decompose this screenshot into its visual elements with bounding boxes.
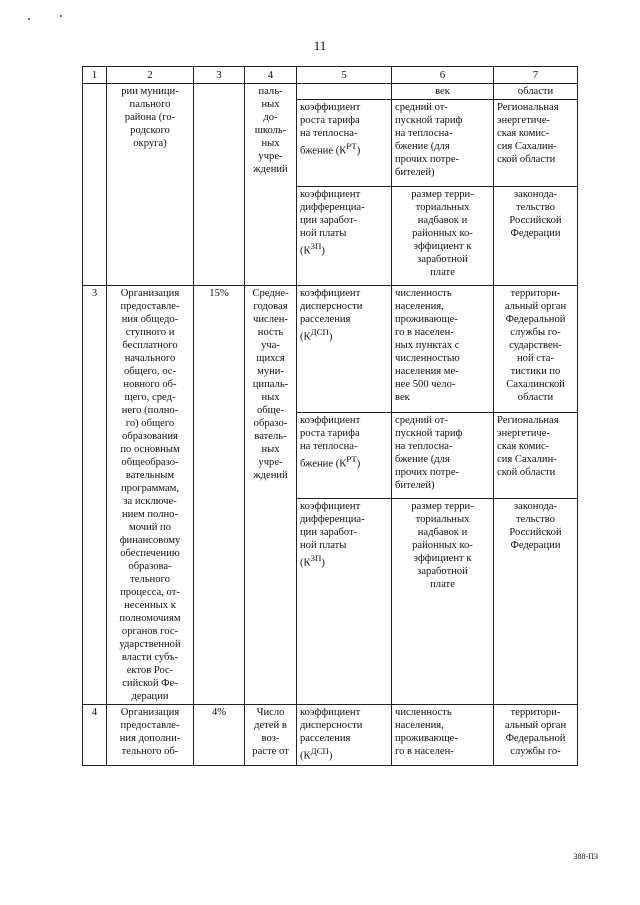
document-code: 388-ПЗ [573, 852, 598, 861]
source-data-cell: средний от- пускной тариф на теплосна- бжение (для прочих потре- бителей) [392, 413, 494, 499]
weight-cell [194, 84, 245, 286]
column-number: 3 [194, 67, 245, 84]
coefficient-cell [297, 84, 392, 100]
indicator-cell: Число детей в воз- расте от [245, 705, 297, 766]
data-provider-cell: Региональная энергетиче- ская комис- сия Сахалин- ской области [494, 413, 578, 499]
data-provider-cell: территори- альный орган Федеральной службы го- [494, 705, 578, 766]
data-provider-cell: законода- тельство Российской Федерации [494, 499, 578, 705]
row-number-cell: 3 [83, 286, 107, 705]
data-provider-cell: области [494, 84, 578, 100]
function-cell: Организация предоставле- ния общедо- ступного и бесплатного начального общего, ос- новного об- щего, сред- него (полно- го) общего образования по основным общеобразо- вательным программам, за исключе- нием полно- мочий по финансовому обеспечению образова- тельного процесса, от- несенных к полномочиям органов гос- ударственной власти субъ- ектов Рос- сийской Фе- дерации [107, 286, 194, 705]
source-data-cell: численность населения, проживающе- го в населен- ных пунктах с численностью населения ме- нее 500 чело- век [392, 286, 494, 413]
data-provider-cell: законода- тельство Российской Федерации [494, 187, 578, 286]
source-data-cell: размер терри- ториальных надбавок и районных ко- эффициент к заработной плате [392, 499, 494, 705]
weight-cell: 15% [194, 286, 245, 705]
indicator-cell: Средне- годовая числен- ность уча- щихся муни- ципаль- ных обще- образо- ватель- ных учре- ждений [245, 286, 297, 705]
data-provider-cell: территори- альный орган Федеральной службы го- сударствен- ной ста- тистики по Сахалинской области [494, 286, 578, 413]
coefficient-cell: коэффициент дифференциа- ции заработ- ной платы $(К^{ЗП})$ [297, 187, 392, 286]
source-data-cell: средний от- пускной тариф на теплосна- бжение (для прочих потре- бителей) [392, 100, 494, 187]
row-number-cell [83, 84, 107, 286]
column-number: 5 [297, 67, 392, 84]
column-number: 2 [107, 67, 194, 84]
source-data-cell: размер терри- ториальных надбавок и районных ко- эффициент к заработной плате [392, 187, 494, 286]
source-data-cell: численность населения, проживающе- го в населен- [392, 705, 494, 766]
function-cell: рии муници- пального района (го- родского округа) [107, 84, 194, 286]
scan-speck [60, 15, 62, 17]
coefficient-cell: коэффициент роста тарифа на теплосна- бжение $(К^{РТ})$ [297, 100, 392, 187]
page-number: 11 [313, 38, 327, 53]
coefficient-cell: коэффициент дисперсности расселения $(К^{ДСП})$ [297, 705, 392, 766]
row-number-cell: 4 [83, 705, 107, 766]
source-data-cell: век [392, 84, 494, 100]
weight-cell: 4% [194, 705, 245, 766]
table-row [83, 286, 578, 413]
column-number: 6 [392, 67, 494, 84]
coefficient-cell: коэффициент роста тарифа на теплосна- бжение $(К^{РТ})$ [297, 413, 392, 499]
table-row [83, 705, 578, 766]
scan-speck [28, 18, 30, 20]
column-number: 4 [245, 67, 297, 84]
coefficient-cell: коэффициент дисперсности расселения $(К^{ДСП})$ [297, 286, 392, 413]
coefficient-cell: коэффициент дифференциа- ции заработ- ной платы $(К^{ЗП})$ [297, 499, 392, 705]
allocation-table [82, 66, 578, 766]
function-cell: Организация предоставле- ния дополни- тельного об- [107, 705, 194, 766]
data-provider-cell: Региональная энергетиче- ская комис- сия Сахалин- ской области [494, 100, 578, 187]
indicator-cell: паль- ных до- школь- ных учре- ждений [245, 84, 297, 286]
table-row [83, 84, 578, 100]
column-header-row [83, 67, 578, 84]
column-number: 7 [494, 67, 578, 84]
column-number: 1 [83, 67, 107, 84]
